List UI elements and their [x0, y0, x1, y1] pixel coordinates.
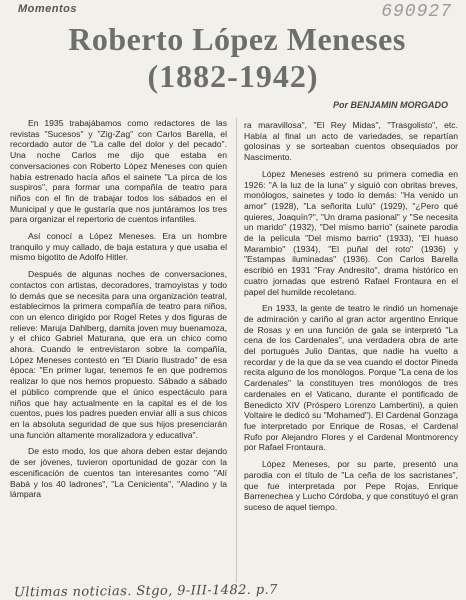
paragraph: En 1933, la gente de teatro le rindió un homenaje de admiración y cariño al gran actor argentino Enrique de Rosas y en una función de gala se interpretó "La cena de los Cardenales", una verdadera obra de arte del portugués Julio Dantas, que nadie ha vuelto a recordar y de la que da se vea cuando el doctor Pineda recita alguno de los monólogos. Porque "La cena de los Cardenales" la constituyen tres monólogos de tres cardenales en el Vaticano, durante el pontificado de Benedicto XIV (Próspero Lorenzo Lambertini), a quien Voltaire le dedicó su "Mohamed"). El Cardenal Gonzaga fue interpretado por Enrique de Rosas, el Cardenal Rufo por Alejandro Flores y el Cardenal Montmorency por Rafael Frontaura.	[244, 303, 458, 453]
handwritten-source-note: Ultimas noticias. Stgo, 9-III-1482. p.7	[13, 582, 278, 600]
left-column	[10, 118, 227, 506]
paragraph: López Meneses, por su parte, presentó una parodia con el título de "La ceña de los sacristanes", que fue interpretada por Pepe Rojas, Enrique Barrenechea y Lucho Córdoba, y que constituyó el gran suceso de aquel tiempo.	[244, 459, 458, 512]
column-divider	[236, 118, 237, 583]
section-label: Momentos	[18, 3, 77, 15]
right-column	[244, 120, 458, 519]
article-dates: (1882-1942)	[147, 58, 319, 94]
paragraph: Así conocí a López Meneses. Era un hombre tranquilo y muy callado, de baja estatura y que usaba el mismo bigotito de Adolfo Hitler.	[10, 231, 227, 263]
reference-number-stamp: 690927	[381, 2, 452, 22]
paragraph: De esto modo, los que ahora deben estar dejando de ser jóvenes, tuvieron oportunidad de gozar con la escenificación de cuentos tan interesantes como "Alí Babá y los 40 ladrones", "La Cenicienta", "Aladino y la lámpara	[10, 446, 227, 500]
article-title: Roberto López Meneses	[68, 21, 406, 57]
paragraph: López Meneses estrenó su primera comedia en 1926: "A la luz de la luna" y siguió con obritas breves, monólogos, sainetes y todo lo demás: "Ha venido un amor" (1928), "La señorita Lulú" (1929), "¿Pero qué quieres, Joaquín?", "Un drama pasional" y "Se necesita un marido" (1932), "Del mismo barrio" (sainete parodia de la película "Del mismo barrio" (1933), "El huaso Marambio" (1934), "El puñal del roto" (1936) y "Estampas iluminadas" (1936). Con Carlos Barella escribió en 1931 "Fray Andresito", drama histórico en cuatro jornadas que estrenó Rafael Frontaura en el papel del humilde recoletano.	[244, 168, 458, 297]
paragraph: En 1935 trabajábamos como redactores de las revistas "Sucesos" y "Zig-Zag" con Carlos Barella, el recordado autor de "La calle del dolor y del pecado". Una noche Carlos me dijo que estaba en conversaciones con Roberto López Meneses con quien había estrenado hacía años el sainete "La pirca de los suspiros", para formar una compañía de teatro para niños con el fin de trabajar todos los sábados en el Municipal y que le gustaría que nos juntáramos los tres para organizar el repertorio de cuentos infantiles.	[10, 118, 227, 225]
byline: Por BENJAMIN MORGADO	[332, 100, 448, 110]
paragraph: Después de algunas noches de conversaciones, contactos con artistas, decoradores, tramoyistas y todo lo demás que se necesita para una organización teatral, establecimos la primera compañía de teatro para niños, con un elenco dirigido por Rogel Retes y dos figuras de relieve: Maruja Dahlberg, damita joven muy buenamoza, y el chico Gabriel Maturana, que era un chico como ahora. Cuando le entrevistaron sobre la compañía, López Meneses contestó en "El Diario Ilustrado" de esa época: "En primer lugar, tenemos fe en que podremos realizar lo que nos hemos propuesto. Sábado a sábado el público comprende que el único espectáculo para niños que hay actualmente en la capital es el de los cuentos, pues los padres pueden enviar allí a sus chicos en la absoluta seguridad de que sus hijos presenciarán una función altamente moralizadora y educativa".	[10, 269, 227, 440]
paragraph: ra maravillosa", "El Rey Midas", "Trasgolisto", etc. Había al final un acto de variedades, se repartían golosinas y se sorteaban cuentos obsequiados por Nascimento.	[244, 120, 458, 163]
